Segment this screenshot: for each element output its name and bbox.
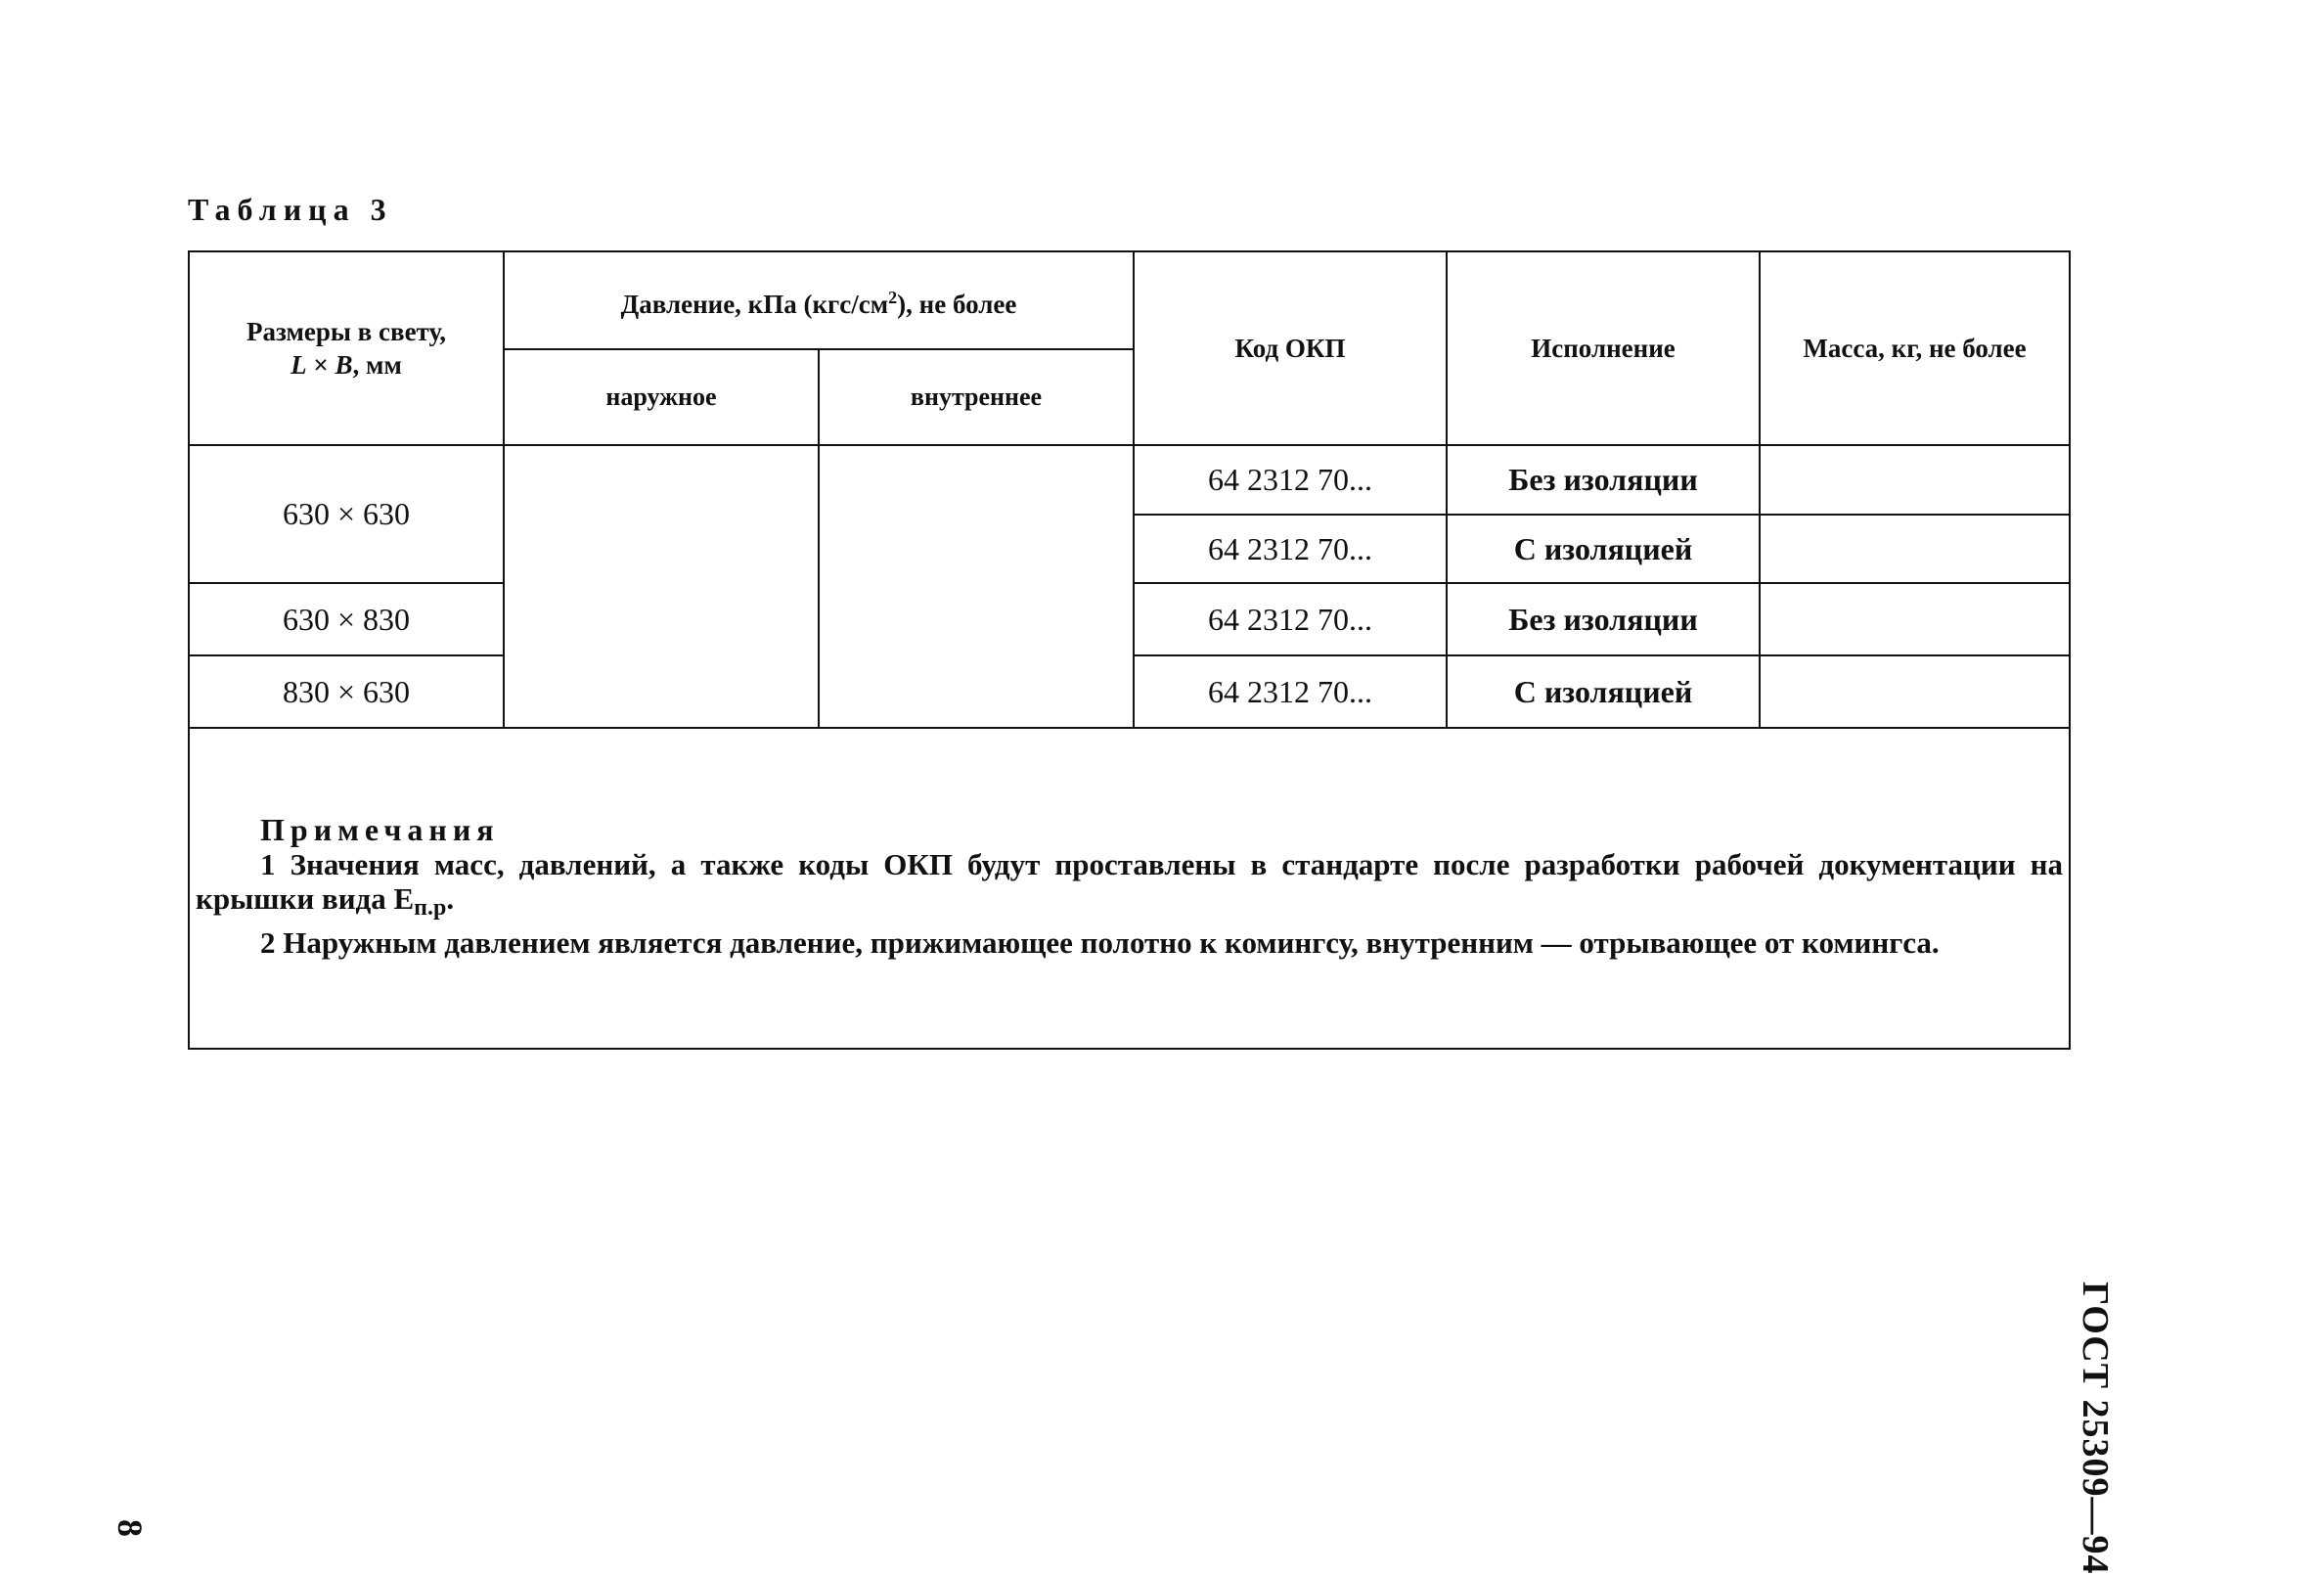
- header-pressure-text: Давление, кПа (кгс/см: [620, 289, 889, 319]
- note-1: [196, 847, 2063, 925]
- page-number: 8: [111, 1519, 150, 1537]
- okp-code-cell: 64 2312 70...: [1134, 515, 1447, 583]
- header-inner: внутреннее: [819, 349, 1134, 445]
- execution-cell: С изоляцией: [1447, 515, 1760, 583]
- outer-pressure-cell: [504, 445, 819, 728]
- size-cell: 630 × 630: [189, 445, 504, 583]
- header-size-unit: , мм: [352, 350, 402, 380]
- mass-cell: [1760, 445, 2070, 515]
- header-size-L: L: [290, 350, 307, 380]
- header-size-line1: Размеры в свету,: [246, 317, 447, 346]
- note-2: 2 Наружным давлением является давление, прижимающее полотно к комингсу, внутренним — отрывающее от комингса.: [260, 925, 1940, 960]
- notes-cell: [189, 728, 2070, 1049]
- header-row-1: [189, 251, 2070, 349]
- execution-cell: Без изоляции: [1447, 583, 1760, 655]
- header-pressure: [504, 251, 1134, 349]
- header-execution: Исполнение: [1447, 251, 1760, 445]
- size-cell: 630 × 830: [189, 583, 504, 655]
- note-1-subscript: п.р: [414, 895, 447, 921]
- header-outer: наружное: [504, 349, 819, 445]
- header-size-B: B: [335, 350, 353, 380]
- header-pressure-sup: 2: [888, 287, 898, 307]
- mass-cell: [1760, 655, 2070, 728]
- standard-label: ГОСТ 25309—94: [2075, 1282, 2116, 1575]
- okp-code-cell: 64 2312 70...: [1134, 583, 1447, 655]
- execution-cell: С изоляцией: [1447, 655, 1760, 728]
- notes-row: [189, 728, 2070, 1049]
- inner-pressure-cell: [819, 445, 1134, 728]
- table-caption: Таблица 3: [188, 192, 393, 227]
- okp-code-cell: 64 2312 70...: [1134, 655, 1447, 728]
- header-size-x: ×: [306, 350, 335, 380]
- okp-code-cell: 64 2312 70...: [1134, 445, 1447, 515]
- note-1-end: .: [446, 881, 455, 916]
- execution-cell: Без изоляции: [1447, 445, 1760, 515]
- header-size: [189, 251, 504, 445]
- mass-cell: [1760, 515, 2070, 583]
- data-table: [188, 250, 2071, 1050]
- note-1-text: 1 Значения масс, давлений, а также коды ОКП будут проставлены в стандарте после разработки рабочей документации на крышки вида Е: [196, 847, 2064, 916]
- mass-cell: [1760, 583, 2070, 655]
- header-pressure-tail: ), не более: [897, 289, 1017, 319]
- notes-title: Примечания: [260, 812, 500, 847]
- table-row: [189, 445, 2070, 515]
- header-mass: Масса, кг, не более: [1760, 251, 2070, 445]
- header-okp: Код ОКП: [1134, 251, 1447, 445]
- size-cell: 830 × 630: [189, 655, 504, 728]
